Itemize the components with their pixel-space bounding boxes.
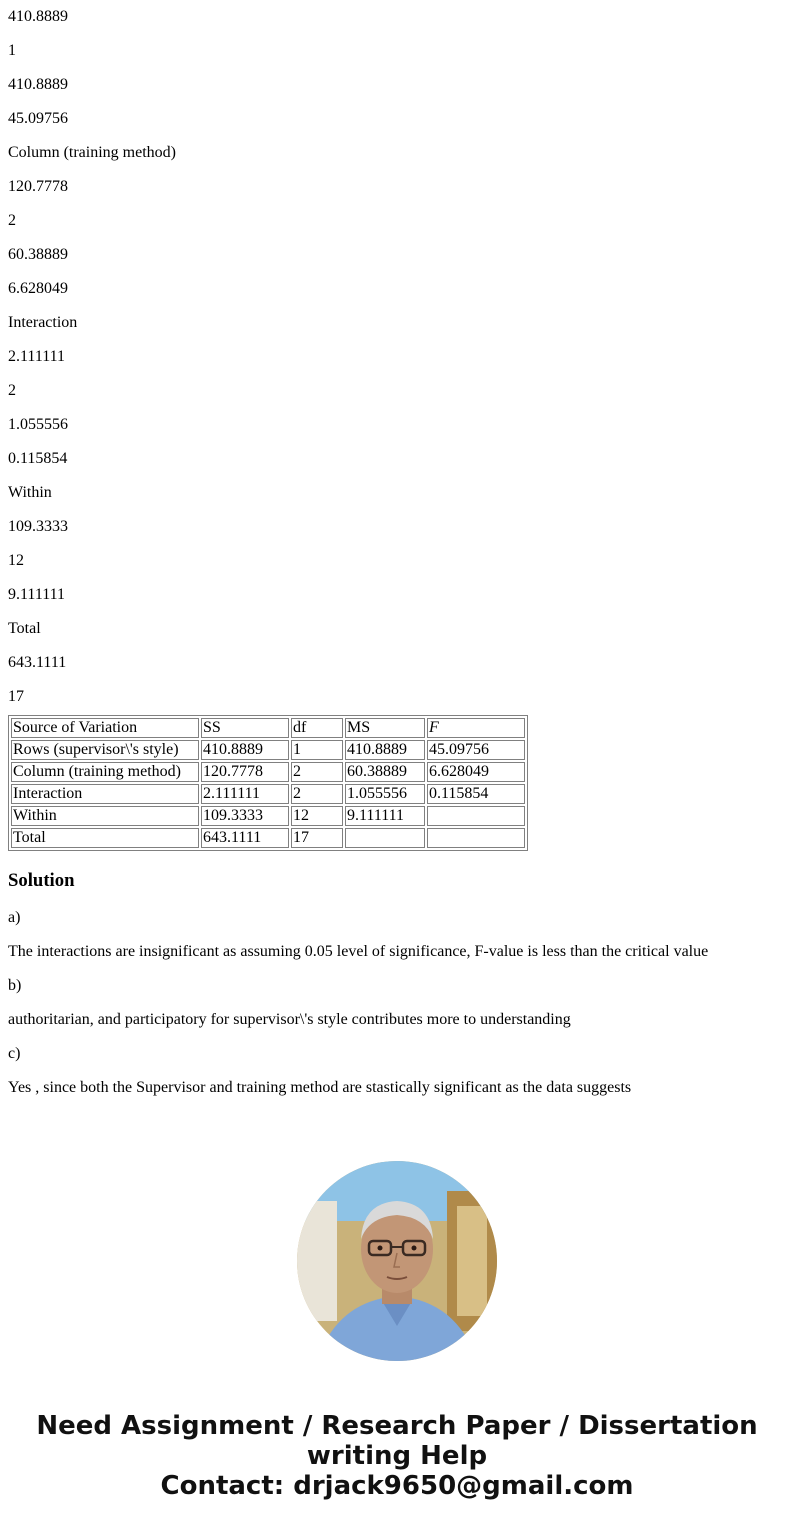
cell-f: 45.09756 bbox=[427, 740, 525, 760]
text-line: 9.111111 bbox=[8, 586, 66, 603]
document-body bbox=[0, 8, 794, 1097]
solution-label-c: c) bbox=[8, 1045, 21, 1062]
header-ms: MS bbox=[345, 718, 425, 738]
text-line: 1 bbox=[8, 42, 16, 59]
text-line: 1.055556 bbox=[8, 416, 68, 433]
cell-df: 17 bbox=[291, 828, 343, 848]
text-line: 12 bbox=[8, 552, 24, 569]
cell-df: 2 bbox=[291, 762, 343, 782]
cell-ss: 109.3333 bbox=[201, 806, 289, 826]
cell-ms: 9.111111 bbox=[345, 806, 425, 826]
text-line: Interaction bbox=[8, 314, 78, 331]
cell-source: Column (training method) bbox=[11, 762, 199, 782]
cell-df: 12 bbox=[291, 806, 343, 826]
cell-f bbox=[427, 828, 525, 848]
table-row bbox=[11, 784, 525, 804]
cell-ms: 60.38889 bbox=[345, 762, 425, 782]
header-f-label: F bbox=[429, 719, 439, 736]
cell-f: 0.115854 bbox=[427, 784, 525, 804]
header-df: df bbox=[291, 718, 343, 738]
header-ss: SS bbox=[201, 718, 289, 738]
table-row bbox=[11, 828, 525, 848]
table-row bbox=[11, 762, 525, 782]
text-line: 6.628049 bbox=[8, 280, 68, 297]
table-header-row bbox=[11, 718, 525, 738]
text-line: 60.38889 bbox=[8, 246, 68, 263]
text-line: 2 bbox=[8, 382, 16, 399]
solution-answer-a: The interactions are insignificant as assuming 0.05 level of significance, F-value is less than the critical value bbox=[8, 943, 709, 960]
text-line: Total bbox=[8, 620, 41, 637]
cell-ss: 120.7778 bbox=[201, 762, 289, 782]
avatar bbox=[297, 1161, 497, 1361]
cell-df: 1 bbox=[291, 740, 343, 760]
cell-ms bbox=[345, 828, 425, 848]
cell-source: Rows (supervisor\'s style) bbox=[11, 740, 199, 760]
cell-f bbox=[427, 806, 525, 826]
solution-label-a: a) bbox=[8, 909, 21, 926]
text-line: 109.3333 bbox=[8, 518, 68, 535]
text-line: 0.115854 bbox=[8, 450, 68, 467]
text-line: Within bbox=[8, 484, 52, 501]
text-line: 643.1111 bbox=[8, 654, 67, 671]
footer-contact: Contact: drjack9650@gmail.com bbox=[160, 1471, 634, 1501]
table-row bbox=[11, 806, 525, 826]
header-source: Source of Variation bbox=[11, 718, 199, 738]
solution-answer-c: Yes , since both the Supervisor and training method are stastically significant as the data suggests bbox=[8, 1079, 632, 1096]
solution-label-b: b) bbox=[8, 977, 22, 994]
text-line: 410.8889 bbox=[8, 8, 68, 25]
anova-table bbox=[8, 715, 528, 851]
cell-source: Interaction bbox=[11, 784, 199, 804]
text-line: 17 bbox=[8, 688, 24, 705]
cell-ss: 2.111111 bbox=[201, 784, 289, 804]
solution-heading: Solution bbox=[8, 870, 75, 891]
cell-source: Total bbox=[11, 828, 199, 848]
text-line: 45.09756 bbox=[8, 110, 68, 127]
cell-ss: 410.8889 bbox=[201, 740, 289, 760]
footer-line-1: Need Assignment / Research Paper / Dissertation bbox=[36, 1411, 758, 1441]
cell-df: 2 bbox=[291, 784, 343, 804]
text-line: 2.111111 bbox=[8, 348, 66, 365]
text-line: Column (training method) bbox=[8, 144, 176, 161]
text-line: 410.8889 bbox=[8, 76, 68, 93]
footer-banner bbox=[0, 1411, 794, 1501]
footer-line-2: writing Help bbox=[306, 1441, 488, 1471]
cell-ms: 1.055556 bbox=[345, 784, 425, 804]
text-line: 120.7778 bbox=[8, 178, 68, 195]
text-line: 2 bbox=[8, 212, 16, 229]
cell-ms: 410.8889 bbox=[345, 740, 425, 760]
cell-f: 6.628049 bbox=[427, 762, 525, 782]
header-f bbox=[427, 718, 525, 738]
cell-source: Within bbox=[11, 806, 199, 826]
solution-answer-b: authoritarian, and participatory for supervisor\'s style contributes more to understanding bbox=[8, 1011, 571, 1028]
cell-ss: 643.1111 bbox=[201, 828, 289, 848]
avatar-portrait bbox=[297, 1161, 497, 1361]
table-row bbox=[11, 740, 525, 760]
